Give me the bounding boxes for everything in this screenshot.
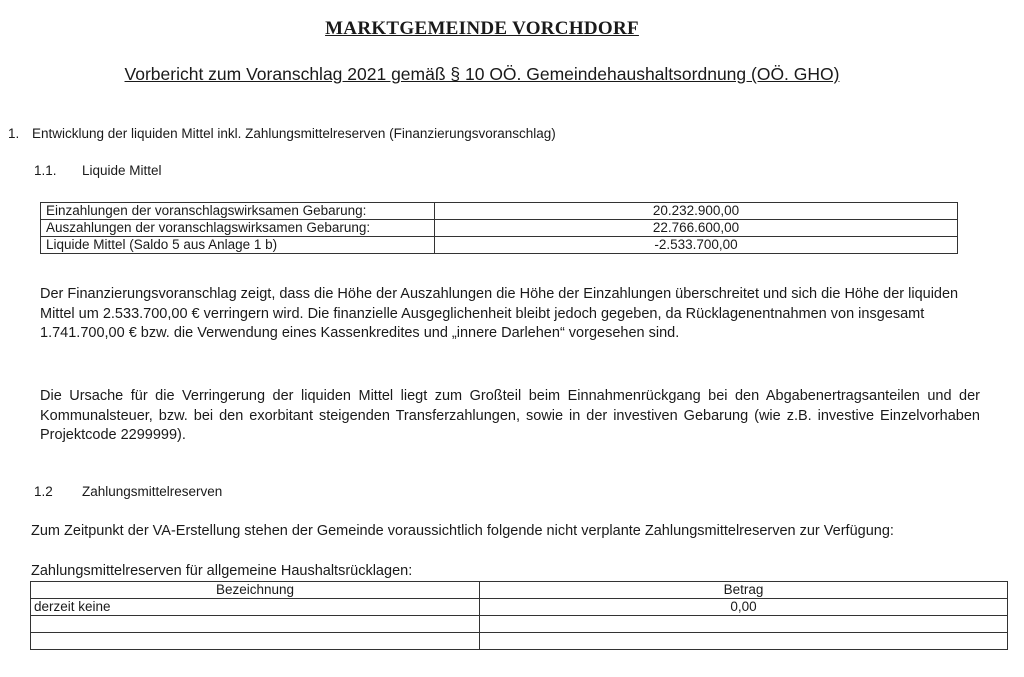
section-1-2-title: Zahlungsmittelreserven bbox=[82, 484, 223, 499]
reserve-name: derzeit keine bbox=[31, 599, 480, 616]
table-header-row bbox=[31, 582, 1008, 599]
column-header-betrag: Betrag bbox=[480, 582, 1008, 599]
row-label: Liquide Mittel (Saldo 5 aus Anlage 1 b) bbox=[41, 237, 435, 254]
row-label: Auszahlungen der voranschlagswirksamen Gebarung: bbox=[41, 220, 435, 237]
table-row bbox=[31, 633, 1008, 650]
row-value: 20.232.900,00 bbox=[435, 203, 958, 220]
section-1-1-number: 1.1. bbox=[34, 163, 57, 178]
financing-paragraph: Der Finanzierungsvoranschlag zeigt, dass die Höhe der Auszahlungen die Höhe der Einzahlungen überschreitet und sich die Höhe der liquiden Mittel um 2.533.700,00 € verringern wird. Die finanzielle Ausgeglichenheit bleibt jedoch gegeben, da Rücklagenentnahmen von insgesamt 1.741.700,00 € bzw. die Verwendung eines Kassenkredites und „innere Darlehen“ vorgesehen sind. bbox=[40, 286, 959, 341]
document-subtitle: Vorbericht zum Voranschlag 2021 gemäß § 10 OÖ. Gemeindehaushaltsordnung (OÖ. GHO) bbox=[124, 64, 840, 84]
section-1-1-title: Liquide Mittel bbox=[82, 163, 162, 178]
reserves-paragraph: Zum Zeitpunkt der VA-Erstellung stehen der Gemeinde voraussichtlich folgende nicht verplante Zahlungsmittelreserven zur Verfügung: bbox=[31, 523, 894, 539]
table-row bbox=[41, 220, 958, 237]
reserve-amount bbox=[480, 633, 1008, 650]
reserve-name bbox=[31, 633, 480, 650]
reserves-table-caption: Zahlungsmittelreserven für allgemeine Haushaltsrücklagen: bbox=[31, 563, 413, 579]
reserves-table bbox=[30, 581, 1008, 650]
column-header-bezeichnung: Bezeichnung bbox=[31, 582, 480, 599]
cause-paragraph: Die Ursache für die Verringerung der liquiden Mittel liegt zum Großteil beim Einnahmenrückgang bei den Abgabenertragsanteilen und der Kommunalsteuer, bzw. bei den exorbitant steigenden Transferzahlungen, sowie in der investiven Gebarung (wie z.B. investive Einzelvorhaben Projektcode 2299999). bbox=[40, 388, 980, 443]
reserve-amount bbox=[480, 616, 1008, 633]
row-label: Einzahlungen der voranschlagswirksamen Gebarung: bbox=[41, 203, 435, 220]
section-1-heading bbox=[8, 126, 556, 141]
document-title: MARKTGEMEINDE VORCHDORF bbox=[325, 18, 639, 39]
section-1-2-number: 1.2 bbox=[34, 484, 53, 499]
row-value: -2.533.700,00 bbox=[435, 237, 958, 254]
table-row bbox=[41, 237, 958, 254]
table-row bbox=[31, 616, 1008, 633]
section-1-number: 1. bbox=[8, 126, 20, 141]
table-row bbox=[31, 599, 1008, 616]
liquid-funds-table bbox=[40, 202, 958, 254]
section-1-title: Entwicklung der liquiden Mittel inkl. Zahlungsmittelreserven (Finanzierungsvoranschlag) bbox=[32, 126, 556, 141]
table-row bbox=[41, 203, 958, 220]
reserve-amount: 0,00 bbox=[480, 599, 1008, 616]
row-value: 22.766.600,00 bbox=[435, 220, 958, 237]
reserve-name bbox=[31, 616, 480, 633]
